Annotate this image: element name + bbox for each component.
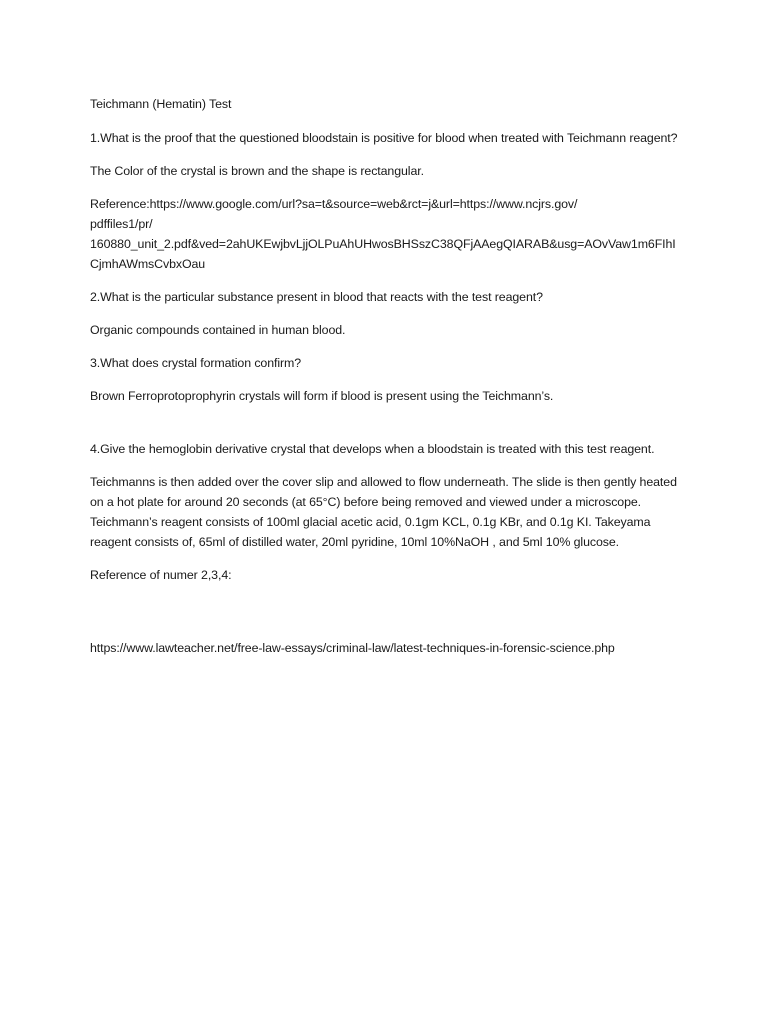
reference-1-line-4: CjmhAWmsCvbxOau: [90, 257, 206, 271]
answer-1: The Color of the crystal is brown and the shape is rectangular.: [90, 164, 424, 178]
question-4: 4.Give the hemoglobin derivative crystal that develops when a bloodstain is treated with this test reagent.: [90, 442, 655, 456]
question-3: 3.What does crystal formation confirm?: [90, 356, 302, 370]
answer-4: Teichmanns is then added over the cover slip and allowed to flow underneath. The slide is then gently heated on a hot plate for around 20 seconds (at 65°C) before being removed and viewed under a microscope. Teichmann’s reagent consists of 100ml glacial acetic acid, 0.1gm KCL, 0.1g KBr, and 0.1g KI. Takeyama reagent consists of, 65ml of distilled water, 20ml pyridine, 10ml 10%NaOH , and 5ml 10% glucose.: [90, 475, 677, 549]
reference-1-line-3: 160880_unit_2.pdf&ved=2ahUKEwjbvLjjOLPuAhUHwosBHSszC38QFjAAegQIARAB&usg=AOvVaw1m6FIhI: [90, 237, 676, 251]
question-2: 2.What is the particular substance present in blood that reacts with the test reagent?: [90, 290, 543, 304]
answer-3: Brown Ferroprotoprophyrin crystals will form if blood is present using the Teichmann’s.: [90, 389, 554, 403]
reference-1: [90, 194, 690, 274]
document-body: [90, 94, 690, 658]
reference-1-line-1: Reference:https://www.google.com/url?sa=t&source=web&rct=j&url=https://www.ncjrs.gov/: [90, 197, 578, 211]
reference-1-line-2: pdffiles1/pr/: [90, 217, 153, 231]
document-title: Teichmann (Hematin) Test: [90, 97, 232, 111]
reference-2-label: Reference of numer 2,3,4:: [90, 568, 232, 582]
answer-2: Organic compounds contained in human blood.: [90, 323, 346, 337]
question-1: 1.What is the proof that the questioned bloodstain is positive for blood when treated with Teichmann reagent?: [90, 131, 678, 145]
reference-2-url: https://www.lawteacher.net/free-law-essays/criminal-law/latest-techniques-in-forensic-science.php: [90, 641, 615, 655]
